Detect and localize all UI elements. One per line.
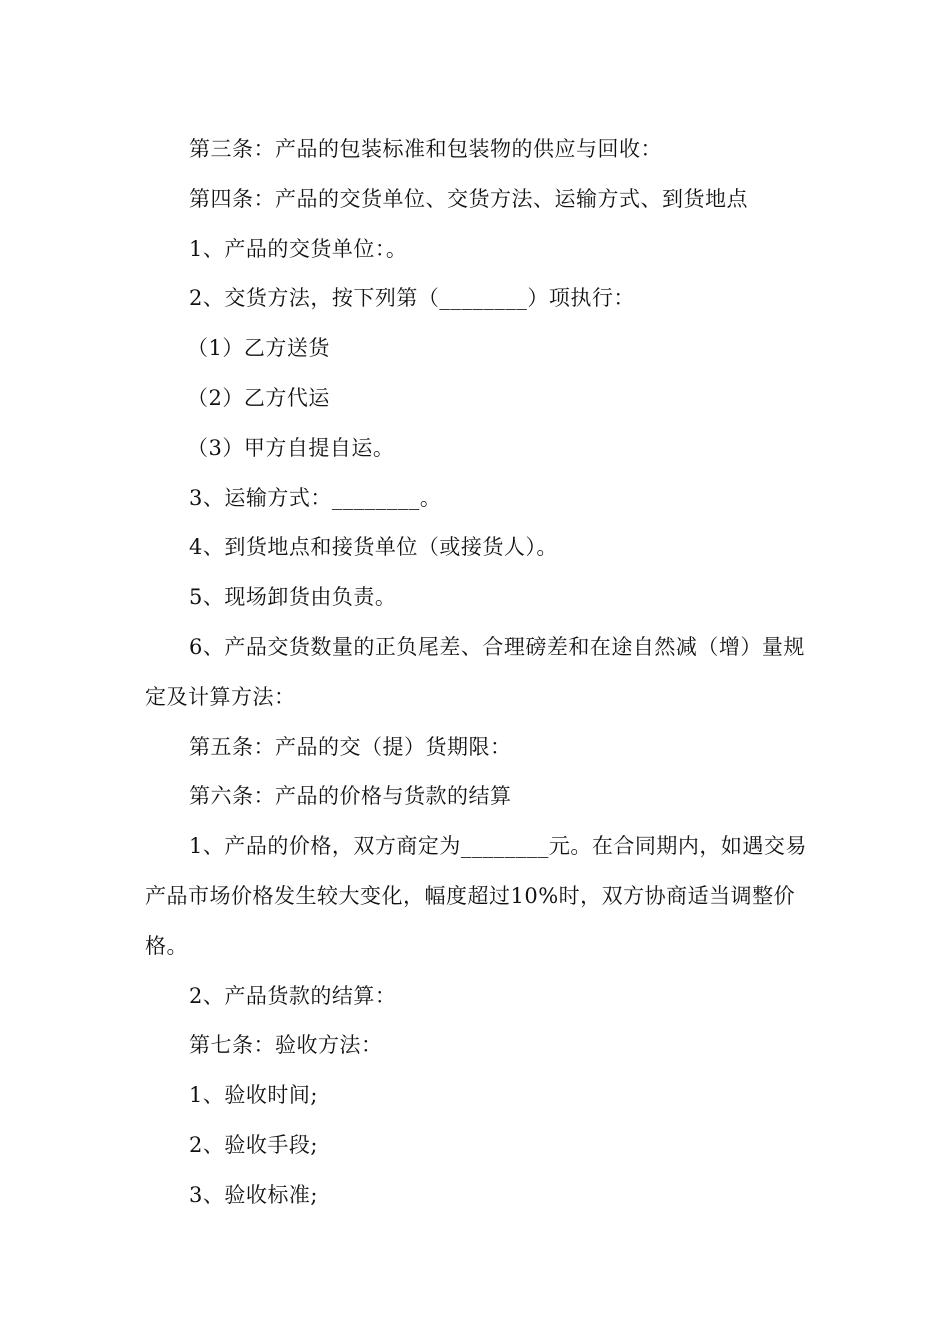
option-buyer-pickup: （3）甲方自提自运。: [187, 435, 395, 460]
quantity-tolerance-item: 6、产品交货数量的正负尾差、合理磅差和在途自然减（增）量规定及计算方法：: [145, 634, 805, 709]
document-body: [145, 125, 810, 1221]
clause-4-heading: 第四条：产品的交货单位、交货方法、运输方式、到货地点: [189, 186, 748, 211]
payment-settlement-item: 2、产品货款的结算：: [189, 983, 397, 1008]
inspection-time-item: 1、验收时间;: [189, 1083, 318, 1108]
clause-6-heading: 第六条：产品的价格与货款的结算: [189, 784, 512, 809]
inspection-means-item: 2、验收手段;: [189, 1132, 318, 1157]
arrival-location-item: 4、到货地点和接货单位（或接货人）。: [189, 535, 558, 560]
clause-5-heading: 第五条：产品的交（提）货期限：: [189, 734, 512, 759]
delivery-method-item: 2、交货方法，按下列第（________）项执行：: [189, 286, 635, 311]
transport-method-item: 3、运输方式：________。: [189, 485, 442, 510]
clause-3-heading: 第三条：产品的包装标准和包装物的供应与回收：: [189, 137, 662, 161]
clause-7-heading: 第七条：验收方法：: [189, 1033, 383, 1058]
option-seller-shipping: （2）乙方代运: [187, 385, 330, 410]
unloading-item: 5、现场卸货由负责。: [189, 585, 397, 610]
delivery-unit-item: 1、产品的交货单位：。: [189, 236, 408, 261]
price-item: 1、产品的价格，双方商定为________元。在合同期内，如遇交易产品市场价格发生较大变化，幅度超过10%时，双方协商适当调整价格。: [145, 834, 807, 958]
inspection-standard-item: 3、验收标准;: [189, 1182, 318, 1207]
option-seller-delivery: （1）乙方送货: [187, 336, 330, 361]
